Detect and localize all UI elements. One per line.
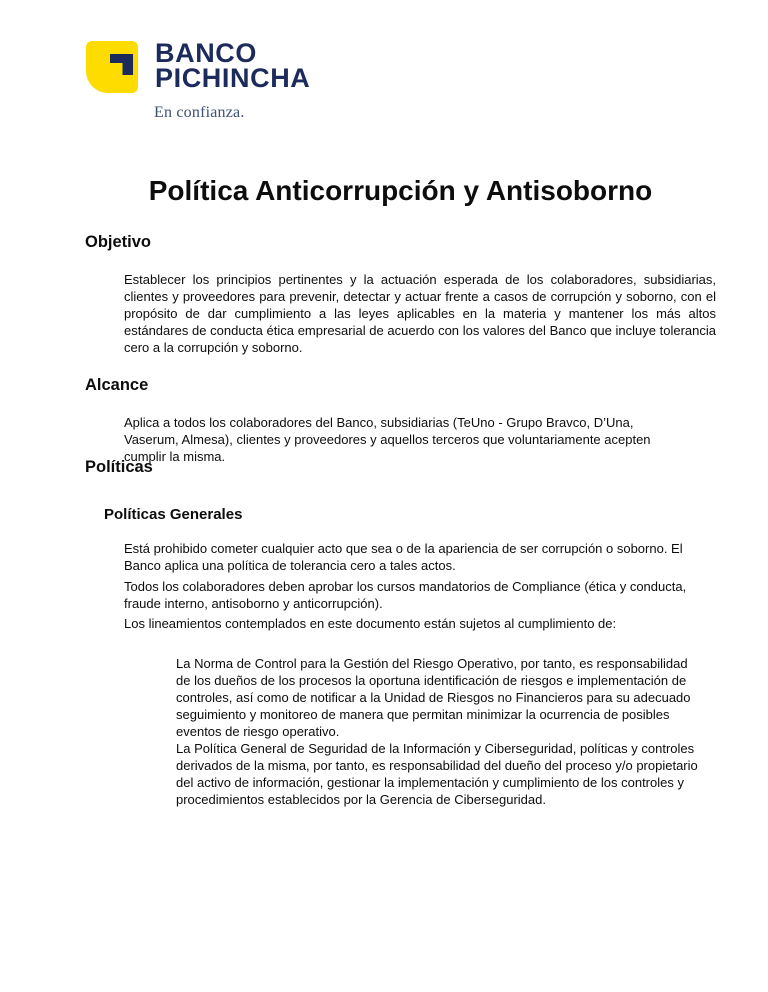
brand-name-line2: PICHINCHA <box>155 63 311 93</box>
paragraph-cursos-compliance: Todos los colaboradores deben aprobar los cursos mandatorios de Compliance (ética y conducta, fraude interno, antisoborno y anticorrupción). <box>124 579 687 611</box>
paragraph-alcance: Aplica a todos los colaboradores del Banco, subsidiarias (TeUno - Grupo Bravco, D’Una, Vaserum, Almesa), clientes y proveedores y aquellos terceros que voluntariamente acepten cumplir la misma. <box>124 415 651 464</box>
subsection-heading-politicas-generales: Políticas Generales <box>104 506 243 523</box>
brand-tagline: En confianza. <box>154 104 245 121</box>
paragraph-lineamientos: Los lineamientos contemplados en este documento están sujetos al cumplimiento de: <box>124 616 617 631</box>
brand-name-line1: BANCO <box>155 38 257 68</box>
paragraph-prohibido: Está prohibido cometer cualquier acto que sea o de la apariencia de ser corrupción o soborno. El Banco aplica una política de tolerancia cero a tales actos. <box>124 541 683 573</box>
paragraph-politica-seguridad-informacion: La Política General de Seguridad de la Información y Ciberseguridad, políticas y controles derivados de la misma, por tanto, es responsabilidad del dueño del proceso y/o propietario del activo de información, gestionar la implementación y cumplimiento de los controles y procedimientos establecidos por la Gerencia de Ciberseguridad. <box>176 741 698 807</box>
paragraph-norma-riesgo-operativo: La Norma de Control para la Gestión del Riesgo Operativo, por tanto, es responsabilidad de los dueños de los procesos la oportuna identificación de riesgos e implementación de controles, así como de notificar a la Unidad de Riesgos no Financieros para su adecuado seguimiento y monitoreo de manera que permitan minimizar la ocurrencia de posibles eventos de riesgo operativo. <box>176 656 691 739</box>
section-heading-politicas: Políticas <box>85 458 153 476</box>
section-heading-objetivo: Objetivo <box>85 233 152 251</box>
banco-pichincha-logo-mark <box>86 41 138 93</box>
section-heading-alcance: Alcance <box>85 376 149 394</box>
paragraph-objetivo: Establecer los principios pertinentes y la actuación esperada de los colaboradores, subsidiarias, clientes y proveedores para prevenir, detectar y actuar frente a casos de corrupción y soborno, con el propósito de dar cumplimiento a las leyes aplicables en la materia y mantener los más altos estándares de conducta ética empresarial de acuerdo con los valores del Banco que incluye tolerancia cero a la corrupción y soborno. <box>124 272 716 355</box>
page-title: Política Anticorrupción y Antisoborno <box>148 175 653 206</box>
logo-corner-icon <box>110 54 133 75</box>
brand-name <box>155 38 311 93</box>
